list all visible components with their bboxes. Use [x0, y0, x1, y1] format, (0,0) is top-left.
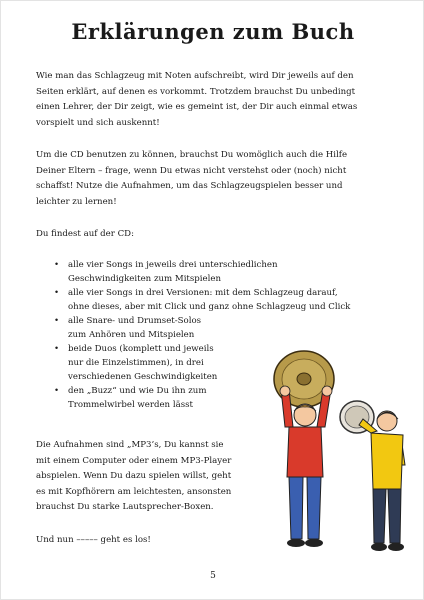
list-item: • alle vier Songs in drei Versionen: mit dem Schlagzeug darauf, ohne dieses, aber mit Click und ganz ohne Schlagzeug und Click	[54, 288, 351, 312]
cd-paragraph	[36, 148, 347, 210]
page-title: Erklärungen zum Buch	[71, 19, 355, 44]
child-left	[280, 386, 332, 547]
mp3-paragraph	[36, 438, 231, 516]
list-item: • alle Snare- und Drumset-Solos zum Anhören und Mitspielen	[54, 316, 202, 340]
page-number: 5	[210, 571, 216, 581]
closing-line: Und nun ––––– geht es los!	[36, 535, 151, 545]
cd-line: Um die CD benutzen zu können, brauchst Du womöglich auch die Hilfe	[36, 150, 348, 160]
mp3-line: es mit Kopfhörern am leichtesten, ansonsten	[36, 486, 232, 497]
bullet-icon: •	[54, 344, 60, 354]
child-right	[340, 401, 405, 551]
intro-paragraph	[36, 69, 357, 131]
list-item: • den „Buzz“ und wie Du ihn zum Trommelwirbel werden lässt	[54, 386, 207, 410]
bullet-icon: •	[54, 288, 60, 298]
mp3-line: brauchst Du starke Lautsprecher-Boxen.	[36, 502, 214, 512]
cd-line: leichter zu lernen!	[36, 196, 117, 207]
cd-line: schaffst! Nutze die Aufnahmen, um das Schlagzeugspielen besser und	[36, 181, 343, 191]
list-item: • alle vier Songs in jeweils drei unterschiedlichen Geschwindigkeiten zum Mitspielen	[54, 260, 278, 284]
mp3-line: abspielen. Wenn Du dazu spielen willst, geht	[36, 471, 232, 481]
intro-line: Wie man das Schlagzeug mit Noten aufschreibt, wird Dir jeweils auf den	[36, 71, 354, 81]
mp3-line: Die Aufnahmen sind „MP3’s, Du kannst sie	[36, 440, 224, 450]
intro-line: einen Lehrer, der Dir zeigt, wie es gemeint ist, der Dir auch einmal etwas	[36, 102, 358, 112]
bullet-icon: •	[54, 386, 60, 396]
intro-line: Seiten erklärt, auf denen es vorkommt. Trotzdem brauchst Du unbedingt	[36, 86, 356, 97]
cd-line: Deiner Eltern – frage, wenn Du etwas nicht verstehst oder (noch) nicht	[36, 165, 347, 176]
list-item: • beide Duos (komplett und jeweils nur die Einzelstimmen), in drei verschiedenen Geschwindigkeiten	[54, 344, 218, 382]
children-illustration	[259, 349, 409, 561]
bullet-icon: •	[54, 316, 60, 326]
cd-contents-heading: Du findest auf der CD:	[36, 229, 134, 239]
intro-line: vorspielt und sich auskennt!	[36, 117, 160, 128]
bullet-icon: •	[54, 260, 60, 270]
mp3-line: mit einem Computer oder einem MP3-Player	[36, 455, 232, 466]
